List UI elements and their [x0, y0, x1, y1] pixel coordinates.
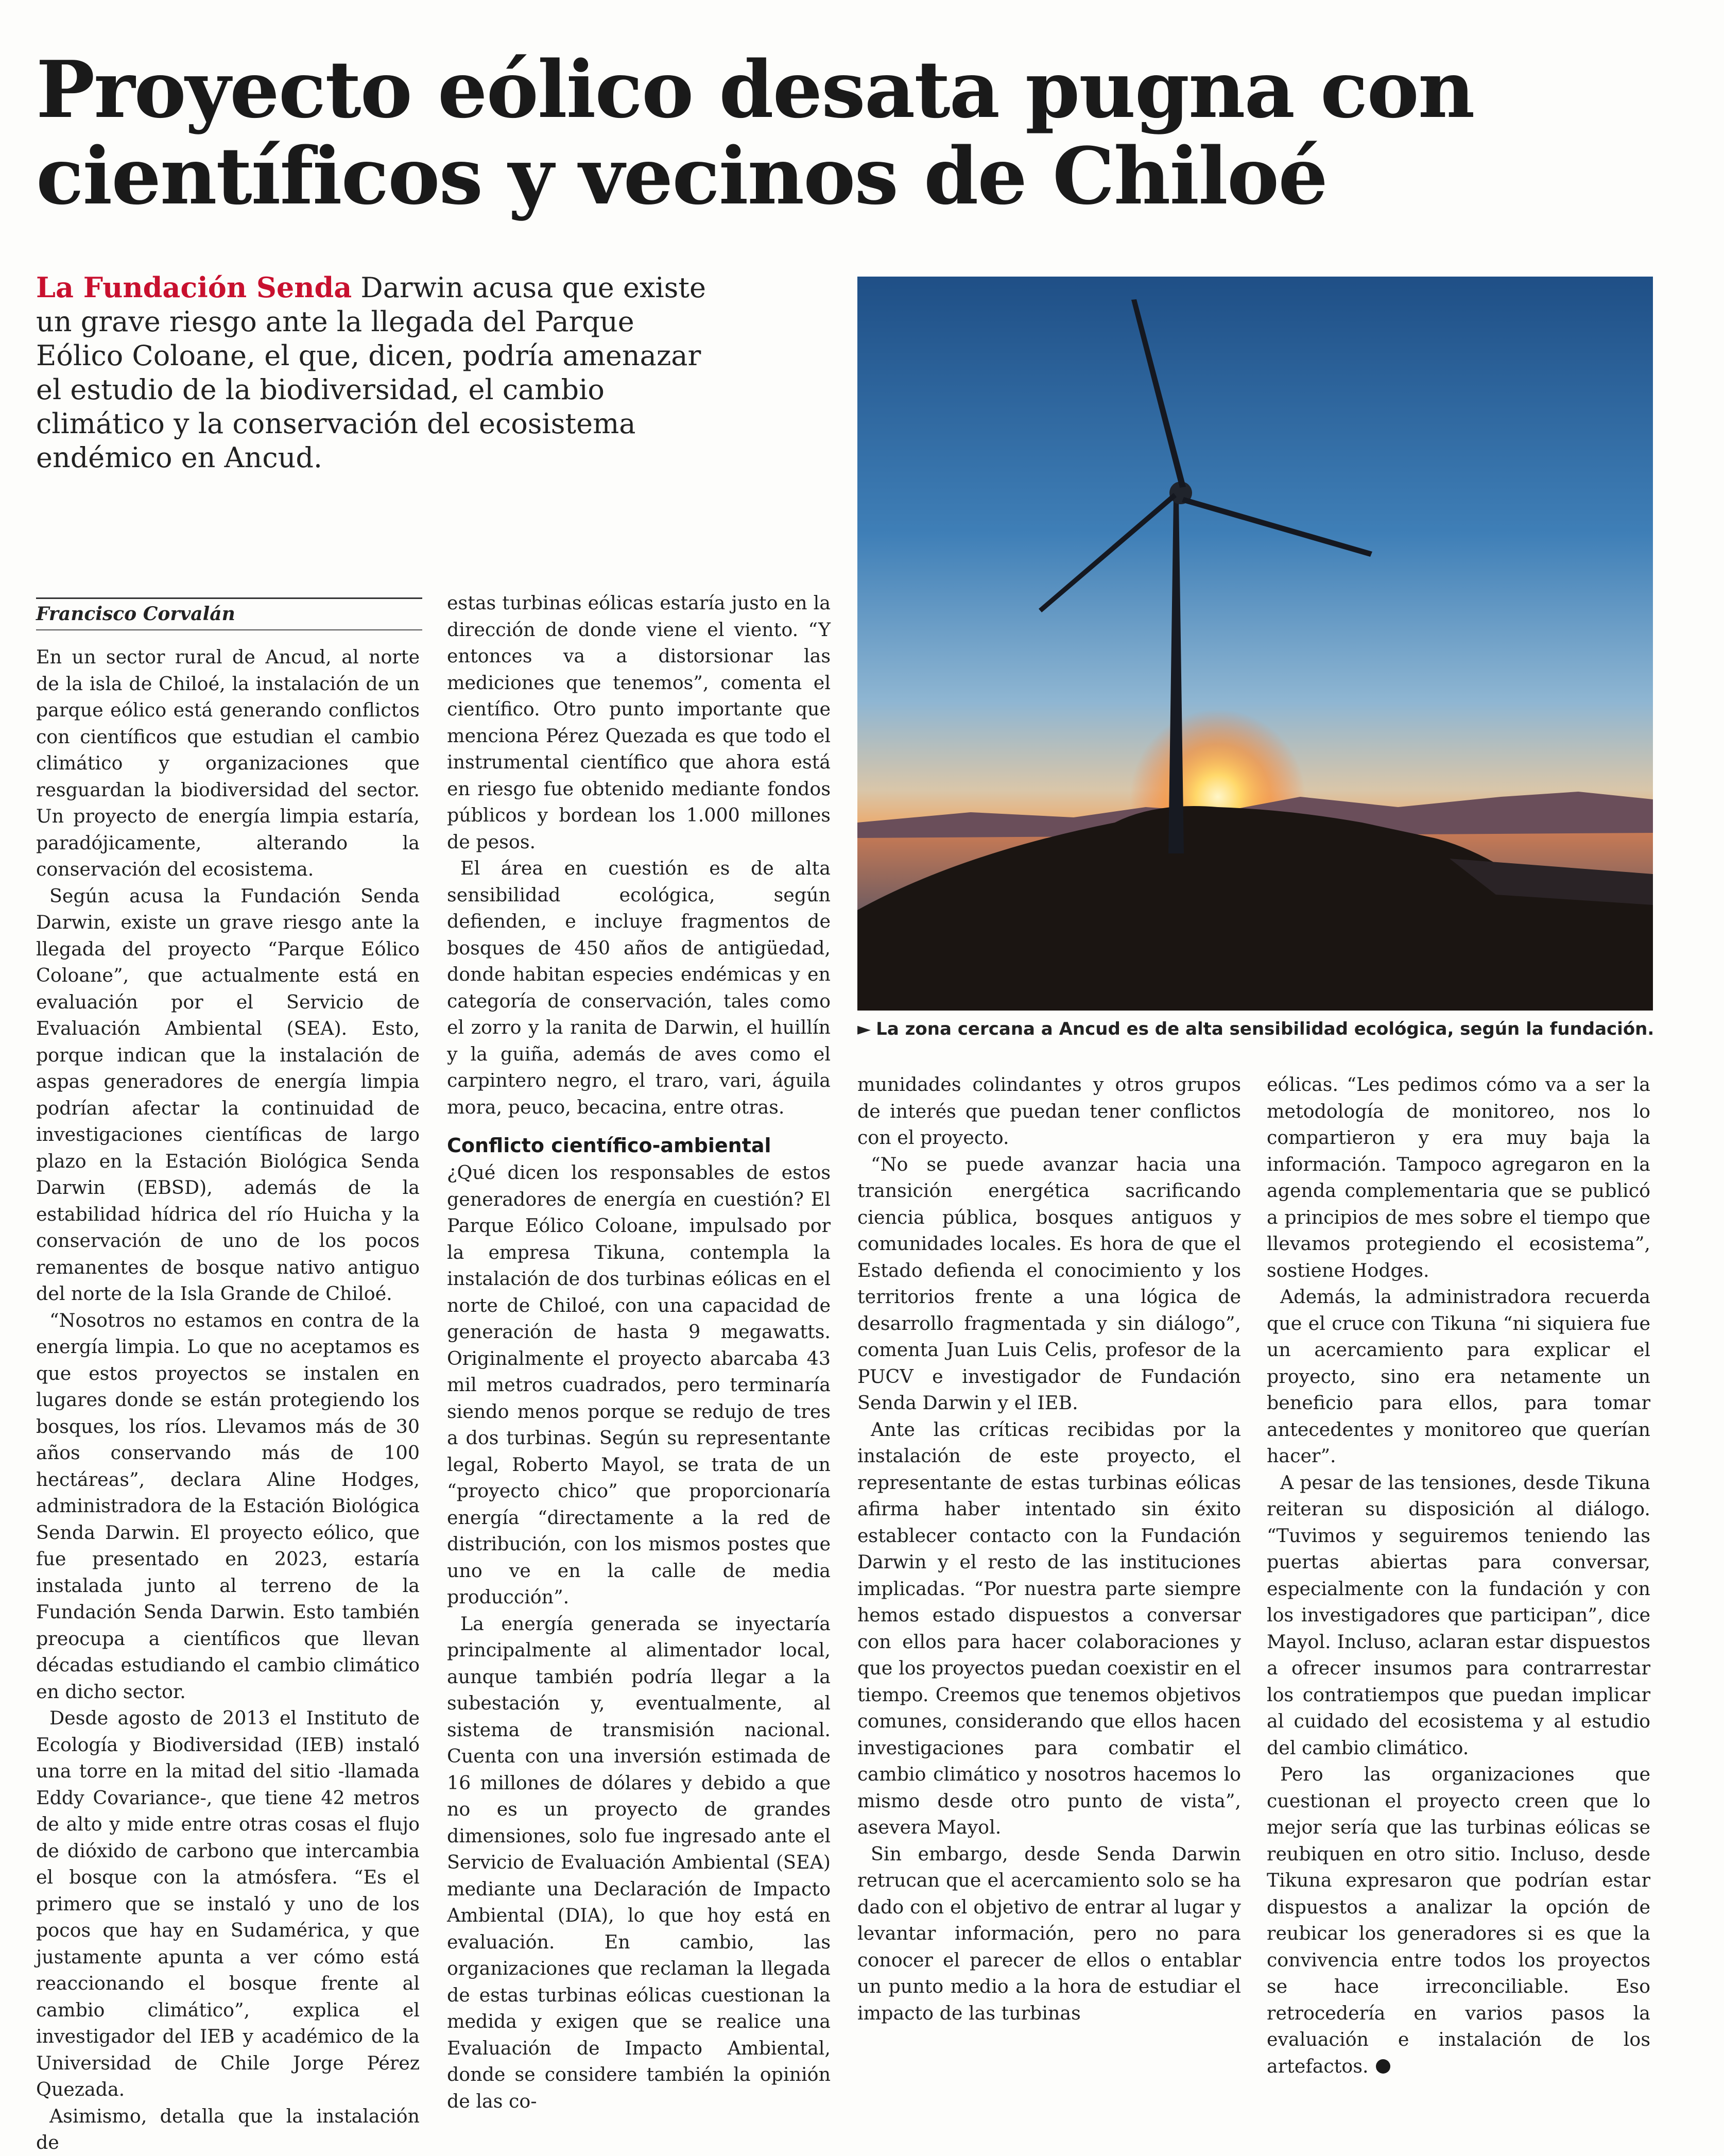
paragraph: Ante las críticas recibidas por la instalación de este proyecto, el representante de estas turbinas eólicas afirma haber intentado sin éxito establecer contacto con la Fundación Darwin y el resto de las instituciones implicadas. “Por nuestra parte siempre hemos estado dispuestos a conversar con ellos para hacer colaboraciones y que los proyectos puedan coexistir en el tiempo. Creemos que tenemos objetivos comunes, considerando que ellos hacen investigaciones para combatir el cambio climático y nosotros hacemos lo mismo desde otro punto de vista”, asevera Mayol.: [857, 1418, 1241, 1838]
article-column-4: [1267, 1071, 1650, 2079]
paragraph: La energía generada se inyectaría principalmente al alimentador local, aunque también podría llegar a la subestación y, eventualmente, al sistema de transmisión nacional. Cuenta con una inversión estimada de 16 millones de dólares y debido a que no es un proyecto de grandes dimensiones, solo fue ingresado ante el Servicio de Evaluación Ambiental (SEA) mediante una Declaración de Impacto Ambiental (DIA), lo que hoy está en evaluación. En cambio, las organizaciones que reclaman la llegada de estas turbinas eólicas cuestionan la medida y exigen que se realice una Evaluación de Impacto Ambiental, donde se considere también la opinión de las co-: [447, 1612, 831, 2112]
paragraph: “Nosotros no estamos en contra de la energía limpia. Lo que no aceptamos es que estos proyectos se instalen en lugares donde se están protegiendo los bosques, los ríos. Llevamos más de 30 años conservando más de 100 hectáreas”, declara Aline Hodges, administradora de la Estación Biológica Senda Darwin. El proyecto eólico, que fue presentado en 2023, estaría instalada junto al terreno de la Fundación Senda Darwin. Esto también preocupa a científicos que llevan décadas estudiando el cambio climático en dicho sector.: [36, 1309, 420, 1703]
article-column-1: [36, 644, 420, 2156]
lede-text: Darwin acusa que existe un grave riesgo ante la llegada del Parque Eólico Coloane, el que, dicen, podría amenazar el estudio de la biodiversidad, el cambio climático y la conservación del ecosistema endémico en Ancud.: [36, 271, 706, 474]
byline: Francisco Corvalán: [36, 603, 235, 625]
paragraph: El área en cuestión es de alta sensibilidad ecológica, según defienden, e incluye fragmentos de bosques de 450 años de antigüedad, donde habitan especies endémicas y en categoría de conservación, tales como el zorro y la ranita de Darwin, el huillín y la guiña, además de aves como el carpintero negro, el traro, vari, águila mora, peuco, becacina, entre otras.: [447, 857, 831, 1118]
byline-rule-bottom: [36, 629, 422, 630]
article-column-2: [447, 590, 831, 2114]
paragraph: munidades colindantes y otros grupos de interés que puedan tener conflictos con el proyecto.: [857, 1073, 1241, 1149]
paragraph: Sin embargo, desde Senda Darwin retrucan que el acercamiento solo se ha dado con el objetivo de entrar al lugar y levantar información, pero no para conocer el parecer de ellos o entablar un punto medio a la hora de estudiar el impacto de las turbinas: [857, 1842, 1241, 2024]
paragraph-text: Pero las organizaciones que cuestionan el proyecto creen que lo mejor sería que las turbinas eólicas se reubiquen en otro sitio. Incluso, desde Tikuna expresaron que podrían estar dispuestos a analizar la opción de reubicar los generadores si es que la convivencia entre todos los proyectos se hace irreconciliable. Eso retrocedería en varios pasos la evaluación e instalación de los artefactos.: [1267, 1763, 1650, 2077]
caption-arrow-icon: ►: [857, 1019, 871, 1039]
lede-kicker: La Fundación Senda: [36, 271, 352, 304]
headline: Proyecto eólico desata pugna con científicos y vecinos de Chiloé: [36, 43, 1474, 222]
paragraph: Según acusa la Fundación Senda Darwin, existe un grave riesgo ante la llegada del proyecto “Parque Eólico Coloane”, que actualmente está en evaluación por el Servicio de Evaluación Ambiental (SEA). Esto, porque indican que la instalación de aspas generadores de energía limpia podrían afectar la continuidad de investigaciones científicas de largo plazo en la Estación Biológica Senda Darwin (EBSD), además de la estabilidad hídrica del río Huicha y la conservación de uno de los pocos remanentes de bosque nativo antiguo del norte de la Isla Grande de Chiloé.: [36, 884, 420, 1305]
paragraph: En un sector rural de Ancud, al norte de la isla de Chiloé, la instalación de un parque eólico está generando conflictos con científicos que estudian el cambio climático y organizaciones que resguardan la biodiversidad del sector. Un proyecto de energía limpia estaría, paradójicamente, alterando la conservación del ecosistema.: [36, 646, 420, 880]
end-mark-icon: [1376, 2059, 1390, 2074]
paragraph: estas turbinas eólicas estaría justo en la dirección de donde viene el viento. “Y entonces va a distorsionar las mediciones que tenemos”, comenta el científico. Otro punto importante que menciona Pérez Quezada es que todo el instrumental científico que ahora está en riesgo fue obtenido mediante fondos públicos y bordean los 1.000 millones de pesos.: [447, 592, 831, 853]
byline-rule-top: [36, 597, 422, 599]
lede: [36, 270, 721, 475]
article-column-3: [857, 1071, 1241, 2026]
paragraph: [1267, 1761, 1650, 2079]
paragraph: ¿Qué dicen los responsables de estos generadores de energía en cuestión? El Parque Eólico Coloane, impulsado por la empresa Tikuna, contempla la instalación de dos turbinas eólicas en el norte de Chiloé, con una capacidad de generación de hasta 9 megawatts. Originalmente el proyecto abarcaba 43 mil metros cuadrados, pero terminaría siendo menos porque se redujo de tres a dos turbinas. Según su representante legal, Roberto Mayol, se trata de un “proyecto chico” que proporcionaría energía “directamente a la red de distribución, con los mismos postes que uno ve en la calle de media producción”.: [447, 1161, 831, 1608]
paragraph: Asimismo, detalla que la instalación de: [36, 2104, 420, 2153]
paragraph: A pesar de las tensiones, desde Tikuna reiteran su disposición al diálogo. “Tuvimos y seguiremos teniendo las puertas abiertas para conversar, especialmente con la fundación y con los investigadores que participan”, dice Mayol. Incluso, aclaran estar dispuestos a ofrecer insumos para contrarrestar los contratiempos que puedan implicar al cuidado del ecosistema y al estudio del cambio climático.: [1267, 1471, 1650, 1759]
paragraph: eólicas. “Les pedimos cómo va a ser la metodología de monitoreo, nos lo compartieron y era muy baja la información. Tampoco agregaron en la agenda complementaria que se publicó a principios de mes sobre el tiempo que llevamos protegiendo el ecosistema”, sostiene Hodges.: [1267, 1073, 1650, 1281]
paragraph: “No se puede avanzar hacia una transición energética sacrificando ciencia pública, bosques antiguos y comunidades locales. Es hora de que el Estado defienda el conocimiento y los territorios frente a una lógica de desarrollo fragmentada y sin diálogo”, comenta Juan Luis Celis, profesor de la PUCV e investigador de Fundación Senda Darwin y el IEB.: [857, 1153, 1241, 1414]
paragraph: Además, la administradora recuerda que el cruce con Tikuna “ni siquiera fue un acercamiento para explicar el proyecto, sino era netamente un beneficio para ellos, para tomar antecedentes y monitoreo que querían hacer”.: [1267, 1286, 1650, 1467]
section-heading: Conflicto científico-ambiental: [447, 1134, 771, 1157]
photo-caption: [857, 1017, 1661, 1041]
wind-turbine-sunset-photo: [857, 277, 1653, 1011]
paragraph: Desde agosto de 2013 el Instituto de Ecología y Biodiversidad (IEB) instaló una torre en la mitad del sitio -llamada Eddy Covariance-, que tiene 42 metros de alto y mide entre otras cosas el flujo de dióxido de carbono que intercambia el bosque con la atmósfera. “Es el primero que se instaló y uno de los pocos que hay en Sudamérica, y que justamente apunta a ver cómo está reaccionando el bosque frente al cambio climático”, explica el investigador del IEB y académico de la Universidad de Chile Jorge Pérez Quezada.: [36, 1707, 420, 2100]
caption-text: La zona cercana a Ancud es de alta sensibilidad ecológica, según la fundación.: [876, 1019, 1654, 1039]
